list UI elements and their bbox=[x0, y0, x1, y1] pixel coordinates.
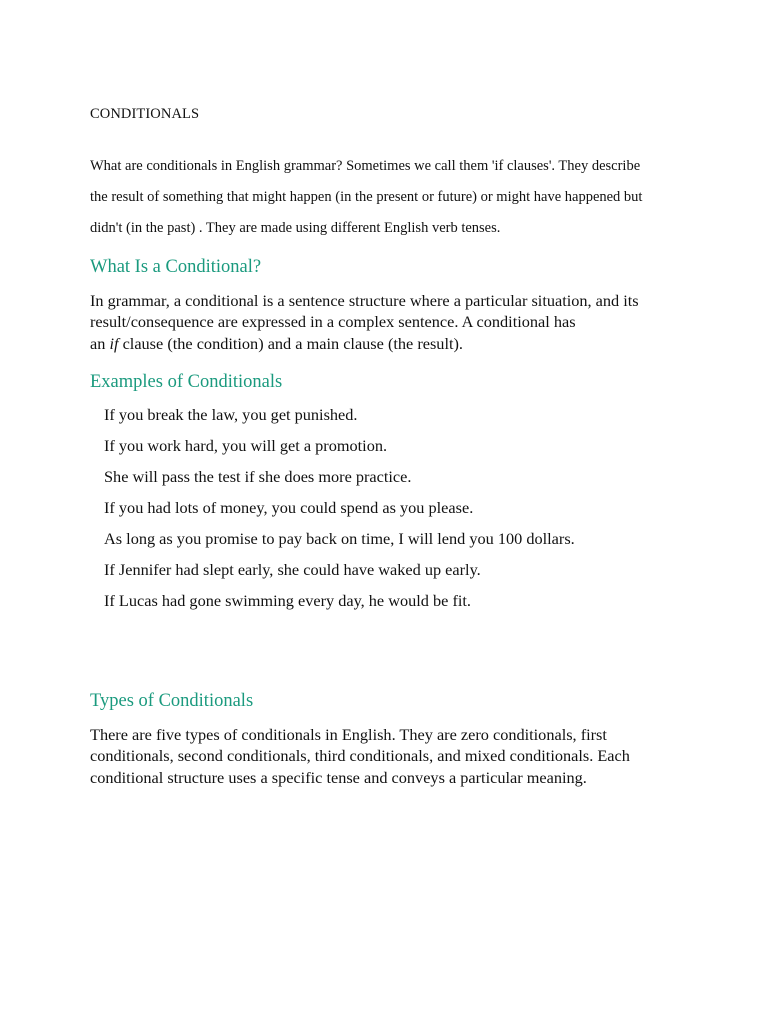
if-italic-word: if bbox=[109, 333, 119, 353]
definition-paragraph bbox=[90, 290, 680, 354]
example-item: If Lucas had gone swimming every day, he would be fit. bbox=[104, 591, 471, 610]
definition-line: result/consequence are expressed in a complex sentence. A conditional has bbox=[90, 312, 576, 332]
intro-line: didn't (in the past) . They are made using different English verb tenses. bbox=[90, 220, 501, 236]
example-item: If Jennifer had slept early, she could have waked up early. bbox=[104, 560, 481, 579]
types-line: conditionals, second conditionals, third conditionals, and mixed conditionals. Each bbox=[90, 746, 630, 766]
definition-line: In grammar, a conditional is a sentence structure where a particular situation, and its bbox=[90, 291, 639, 310]
types-line: conditional structure uses a specific tense and conveys a particular meaning. bbox=[90, 767, 587, 787]
intro-paragraph bbox=[90, 151, 675, 244]
example-item: If you break the law, you get punished. bbox=[104, 405, 358, 424]
heading-examples: Examples of Conditionals bbox=[90, 372, 283, 392]
example-item: If you had lots of money, you could spend as you please. bbox=[104, 498, 474, 517]
types-paragraph bbox=[90, 724, 680, 788]
example-item: As long as you promise to pay back on time, I will lend you 100 dollars. bbox=[104, 529, 575, 548]
definition-line-prefix: an bbox=[90, 333, 110, 353]
intro-line: the result of something that might happen (in the present or future) or might have happened but bbox=[90, 189, 643, 205]
types-line: There are five types of conditionals in English. They are zero conditionals, first bbox=[90, 725, 607, 744]
example-item: She will pass the test if she does more practice. bbox=[104, 467, 412, 486]
intro-line: What are conditionals in English grammar? Sometimes we call them 'if clauses'. They describe bbox=[90, 158, 641, 174]
heading-what-is-conditional: What Is a Conditional? bbox=[90, 257, 262, 277]
definition-line-suffix: clause (the condition) and a main clause (the result). bbox=[118, 333, 463, 353]
example-item: If you work hard, you will get a promotion. bbox=[104, 436, 388, 455]
document-title: CONDITIONALS bbox=[90, 106, 200, 122]
examples-list bbox=[104, 404, 575, 621]
heading-types: Types of Conditionals bbox=[90, 691, 254, 711]
